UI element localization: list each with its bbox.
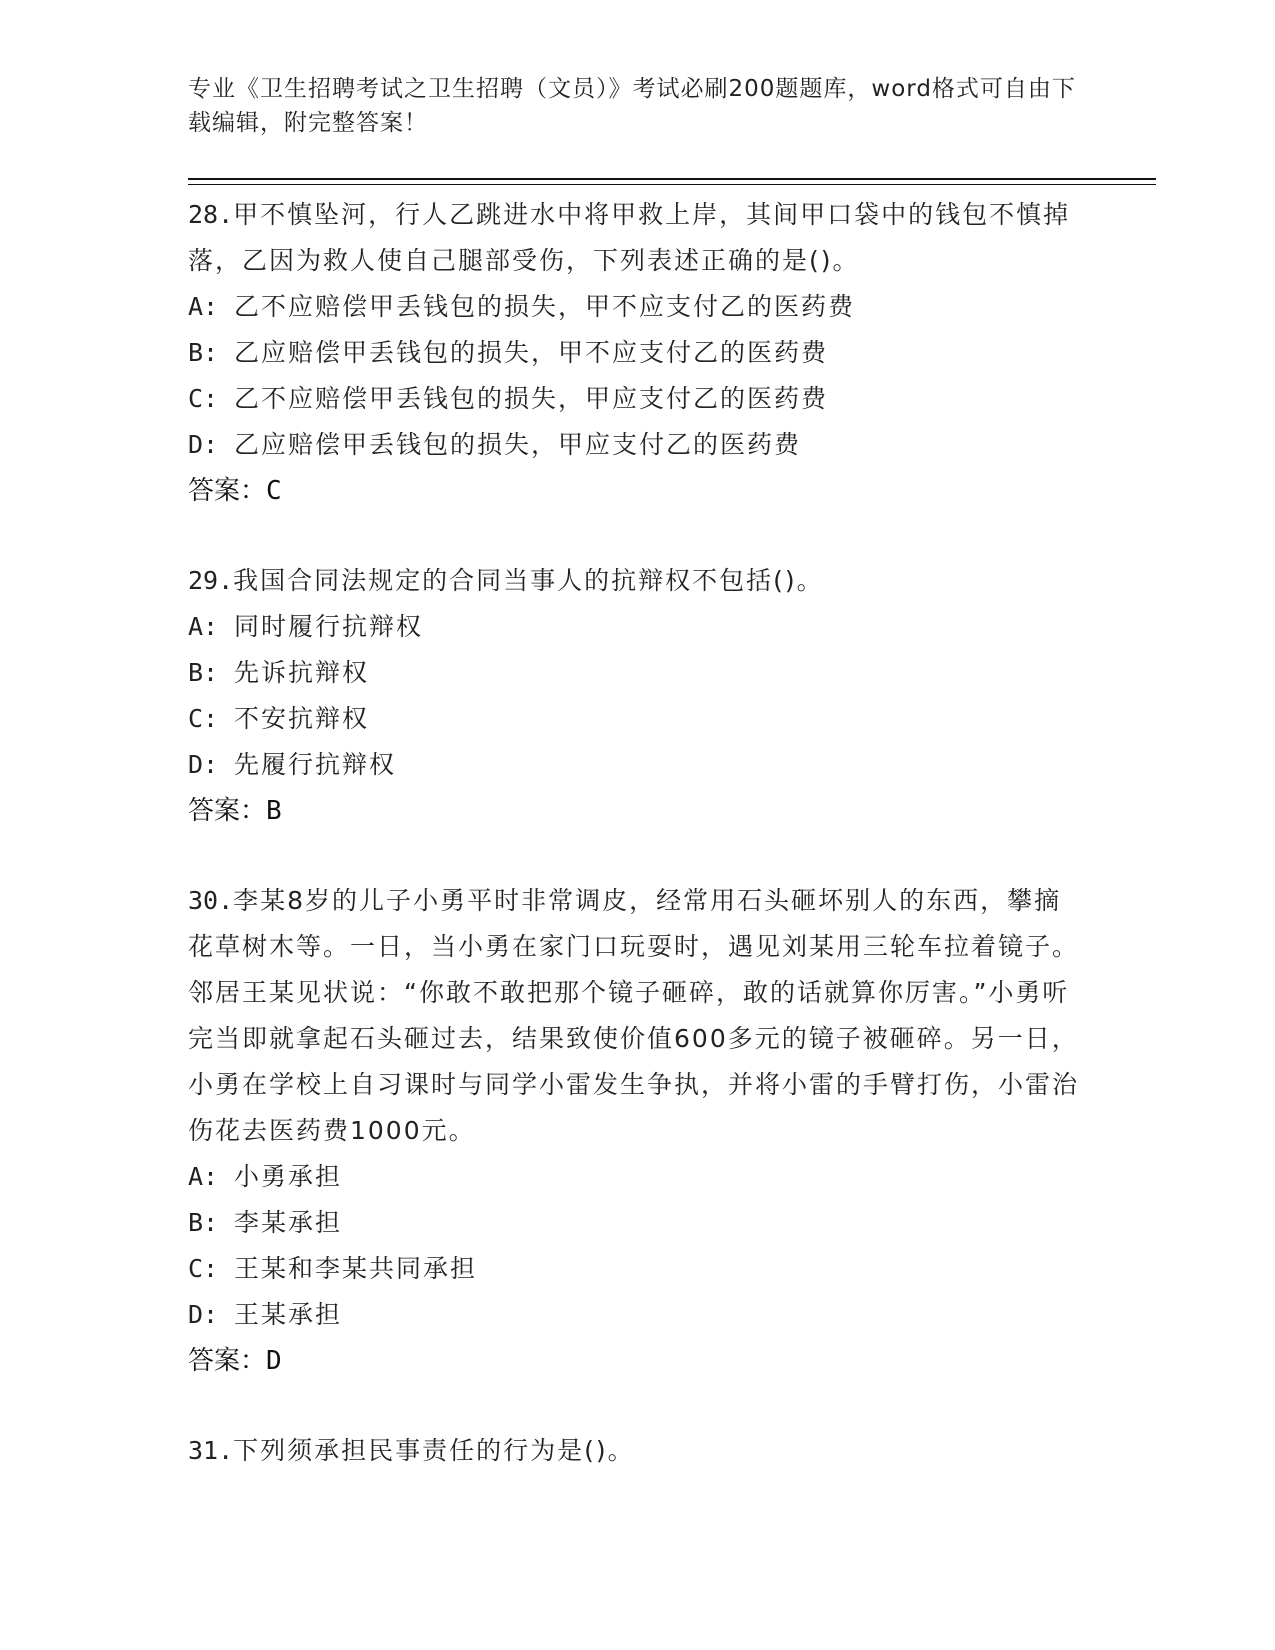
header-rule-thick [188, 178, 1156, 180]
option-text: 王某和李某共同承担 [234, 1254, 478, 1283]
option-c [188, 696, 1088, 742]
option-text: 王某承担 [234, 1300, 343, 1329]
option-text: 乙应赔偿甲丢钱包的损失，甲应支付乙的医药费 [234, 430, 802, 459]
option-b [188, 650, 1088, 696]
option-text: 乙不应赔偿甲丢钱包的损失，甲不应支付乙的医药费 [234, 292, 856, 321]
option-letter: B: [188, 658, 219, 687]
option-c [188, 1246, 1088, 1292]
question-29 [188, 558, 1088, 834]
question-number: 28. [188, 200, 234, 229]
option-text: 小勇承担 [234, 1162, 343, 1191]
answer-label: 答案： [188, 796, 267, 826]
option-a [188, 284, 1088, 330]
option-text: 同时履行抗辩权 [234, 612, 424, 641]
option-text: 不安抗辩权 [234, 704, 370, 733]
option-d [188, 1292, 1088, 1338]
option-a [188, 604, 1088, 650]
question-stem [188, 558, 1088, 604]
question-text: 下列须承担民事责任的行为是()。 [233, 1436, 635, 1465]
question-stem [188, 878, 1088, 1154]
option-d [188, 422, 1088, 468]
question-28 [188, 192, 1088, 514]
answer-line [188, 468, 1088, 514]
question-number: 29. [188, 566, 234, 595]
answer-line [188, 1338, 1088, 1384]
option-letter: D: [188, 1300, 219, 1329]
option-letter: A: [188, 612, 219, 641]
question-text: 李某8岁的儿子小勇平时非常调皮，经常用石头砸坏别人的东西，攀摘花草树木等。一日，当小勇在家门口玩耍时，遇见刘某用三轮车拉着镜子。邻居王某见状说：“你敢不敢把那个镜子砸碎，敢的话就算你厉害。”小勇听完当即就拿起石头砸过去，结果致使价值600多元的镜子被砸碎。另一日，小勇在学校上自习课时与同学小雷发生争执，并将小雷的手臂打伤，小雷治伤花去医药费1000元。 [188, 886, 1080, 1145]
document-header: 专业《卫生招聘考试之卫生招聘（文员）》考试必刷200题题库，word格式可自由下载编辑，附完整答案！ [188, 76, 1076, 136]
spacer [188, 514, 1088, 558]
option-c [188, 376, 1088, 422]
answer-value: C [266, 476, 282, 506]
answer-line [188, 788, 1088, 834]
option-b [188, 1200, 1088, 1246]
question-text: 我国合同法规定的合同当事人的抗辩权不包括()。 [233, 566, 824, 595]
question-stem [188, 192, 1088, 284]
question-stem [188, 1428, 1088, 1474]
question-list [188, 192, 1088, 1474]
option-letter: A: [188, 292, 219, 321]
answer-label: 答案： [188, 476, 267, 506]
option-letter: D: [188, 430, 219, 459]
header-rule-thin [188, 184, 1156, 185]
option-text: 先诉抗辩权 [234, 658, 370, 687]
option-letter: B: [188, 1208, 219, 1237]
option-text: 先履行抗辩权 [234, 750, 397, 779]
option-letter: A: [188, 1162, 219, 1191]
option-a [188, 1154, 1088, 1200]
option-letter: D: [188, 750, 219, 779]
question-31 [188, 1428, 1088, 1474]
option-letter: C: [188, 704, 219, 733]
option-text: 李某承担 [234, 1208, 343, 1237]
spacer [188, 834, 1088, 878]
option-letter: B: [188, 338, 219, 367]
option-d [188, 742, 1088, 788]
answer-value: D [266, 1346, 282, 1376]
option-letter: C: [188, 384, 219, 413]
answer-label: 答案： [188, 1346, 267, 1376]
option-letter: C: [188, 1254, 219, 1283]
question-30 [188, 878, 1088, 1384]
option-b [188, 330, 1088, 376]
spacer [188, 1384, 1088, 1428]
option-text: 乙不应赔偿甲丢钱包的损失，甲应支付乙的医药费 [234, 384, 829, 413]
answer-value: B [266, 796, 282, 826]
option-text: 乙应赔偿甲丢钱包的损失，甲不应支付乙的医药费 [234, 338, 829, 367]
question-number: 31. [188, 1436, 234, 1465]
question-number: 30. [188, 886, 234, 915]
question-text: 甲不慎坠河，行人乙跳进水中将甲救上岸，其间甲口袋中的钱包不慎掉落，乙因为救人使自己腿部受伤，下列表述正确的是()。 [188, 200, 1071, 275]
